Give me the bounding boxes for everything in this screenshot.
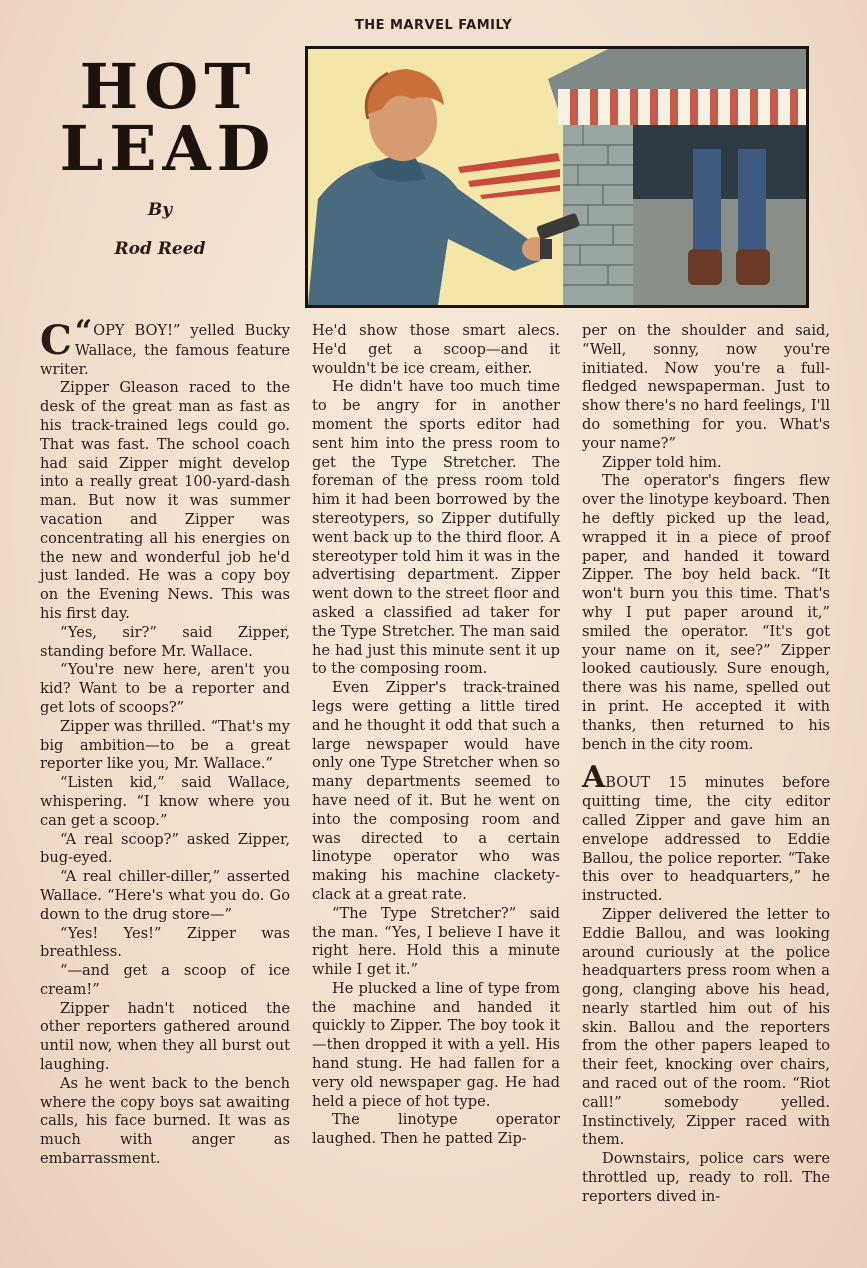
paragraph: As he went back to the bench where the copy boys sat awaiting calls, his face burned. It was as much with anger as embarrassment. (40, 1074, 290, 1168)
title-line-2: LEAD (59, 112, 277, 185)
paragraph: “Yes! Yes!” Zipper was breathless. (40, 924, 290, 961)
section-opening-text: BOUT 15 minutes before quitting time, the city editor called Zipper and gave him an envelope addressed to Eddie Ballou, the police reporter. “Take this over to headquarters,” he instructed. (582, 774, 830, 905)
paragraph: “A real chiller-diller,” asserted Wallace. “Here's what you do. Go down to the drug store—” (40, 868, 290, 923)
paragraph: He didn't have too much time to be angry for in another moment the sports editor had sent him into the press room to get the Type Stretcher. The foreman of the press room told him it had been borrowed by the stereotypers, so Zipper dutifully went back up to the third floor. A stereotyper told him it was in the advertising department. Zipper went down to the street floor and asked a classified ad taker for the Type Stretcher. The man said he had just this minute sent it up to the composing room. (312, 378, 560, 678)
text-column-2 (312, 322, 560, 1149)
section-opening-paragraph (582, 760, 830, 906)
byline-author: Rod Reed (114, 239, 206, 259)
story-illustration (305, 46, 809, 308)
opening-text: OPY BOY!” yelled Bucky Wallace, the famous feature writer. (40, 322, 290, 378)
section-drop-cap: A (582, 760, 606, 796)
paragraph: “Yes, sir?” said Zipper, standing before Mr. Wallace. (40, 623, 290, 660)
paragraph: “Listen kid,” said Wallace, whispering. “I know where you can get a scoop.” (40, 774, 290, 829)
paragraph: Zipper was thrilled. “That's my big ambition—to be a great reporter like you, Mr. Wallace.” (40, 717, 290, 773)
man-with-gun-illustration (308, 49, 806, 305)
paragraph: “The Type Stretcher?” said the man. “Yes, I believe I have it right here. Hold this a minute while I get it.” (312, 904, 560, 979)
text-column-3 (582, 322, 830, 1207)
byline-by: By (147, 200, 173, 220)
paragraph: Even Zipper's track-trained legs were getting a little tired and he thought it odd that such a large newspaper would have only one Type Stretcher when so many departments seemed to have need of it. But he went on into the composing room and was directed to a certain linotype operator who was making his machine clackety-clack at a great rate. (312, 679, 560, 903)
paragraph: The linotype operator laughed. Then he patted Zip- (312, 1111, 560, 1148)
story-title (48, 50, 288, 185)
running-head: THE MARVEL FAMILY (354, 18, 513, 33)
paragraph: He plucked a line of type from the machine and handed it quickly to Zipper. The boy took it—then dropped it with a yell. His hand stung. He had fallen for a very old newspaper gag. He had held a piece of hot type. (312, 979, 560, 1110)
paragraph: per on the shoulder and said, “Well, sonny, now you're initiated. Now you're a full-fledged newspaperman. Just to show there's no hard feelings, I'll do something for you. What's your name?” (582, 322, 830, 452)
paragraph: The operator's fingers flew over the linotype keyboard. Then he deftly picked up the lead, wrapped it in a piece of proof paper, and handed it toward Zipper. The boy held back. “It won't burn you this time. That's why I put paper around it,” smiled the operator. “It's got your name on it, see?” Zipper looked cautiously. Sure enough, there was his name, spelled out in print. He accepted it with thanks, then returned to his bench in the city room. (582, 472, 830, 753)
paragraph: He'd show those smart alecs. He'd get a scoop—and it wouldn't be ice cream, either. (312, 322, 560, 377)
paragraph: Zipper told him. (602, 453, 722, 471)
opening-quote-mark: “ (74, 314, 93, 349)
paragraph: “You're new here, aren't you kid? Want to be a reporter and get lots of scoops?” (40, 661, 290, 716)
paragraph: Zipper hadn't noticed the other reporters gathered around until now, when they all burst out laughing. (40, 999, 290, 1074)
opening-paragraph (40, 314, 290, 379)
paragraph: Downstairs, police cars were throttled up, ready to roll. The reporters dived in- (582, 1150, 830, 1205)
paragraph: Zipper Gleason raced to the desk of the great man as fast as his track-trained legs could go. That was fast. The school coach had said Zipper might develop into a really great 100-yard-dash man. But now it was summer vacation and Zipper was concentrating all his energies on the new and wonderful job he'd just landed. He was a copy boy on the Evening News. This was his first day. (40, 379, 290, 622)
paragraph: “—and get a scoop of ice cream!” (40, 962, 290, 998)
paragraph: Zipper delivered the letter to Eddie Ballou, and was looking around curiously at the police headquarters press room when a gong, clanging above his head, nearly startled him out of his skin. Ballou and the reporters from the other papers leaped to their feet, knocking over chairs, and raced out of the room. “Riot call!” somebody yelled. Instinctively, Zipper raced with them. (582, 905, 830, 1149)
text-column-1 (40, 314, 290, 1169)
drop-cap: C (40, 317, 72, 364)
paragraph: “A real scoop?” asked Zipper, bug-eyed. (40, 830, 290, 867)
title-line-1: HOT (79, 50, 257, 123)
